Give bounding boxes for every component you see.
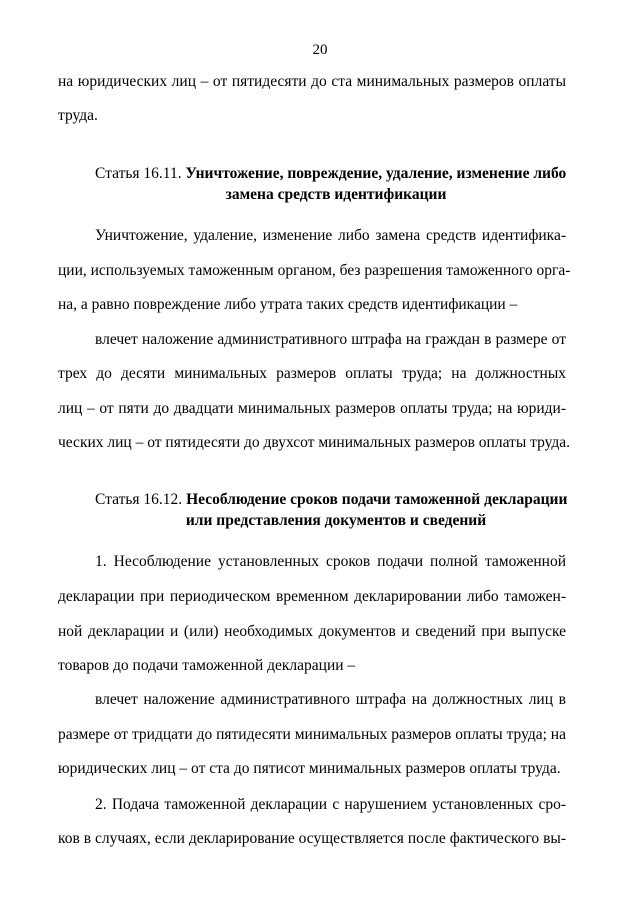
article-title: Несоблюдение сроков подачи таможенной декларации	[186, 491, 568, 508]
body-line: ции, используемых таможенным органом, без разрешения таможенного орга-	[58, 262, 571, 279]
article-title-continued: замена средств идентификации	[225, 186, 447, 203]
body-line: декларации при периодическом временном декларировании либо таможен-	[58, 588, 566, 605]
body-line: труда.	[58, 107, 98, 124]
body-line: Уничтожение, удаление, изменение либо замена средств идентифика-	[95, 227, 566, 244]
body-line: ков в случаях, если декларирование осуществляется после фактического вы-	[58, 830, 566, 847]
body-line: ческих лиц – от пятидесяти до двухсот минимальных размеров оплаты труда.	[58, 434, 571, 451]
body-line: лиц – от пяти до двадцати минимальных размеров оплаты труда; на юриди-	[58, 400, 566, 417]
article-title-continued: или представления документов и сведений	[185, 512, 487, 529]
article-label: Статья 16.11.	[95, 165, 182, 182]
body-line: ной декларации и (или) необходимых документов и сведений при выпуске	[58, 623, 566, 640]
article-title: Уничтожение, повреждение, удаление, изменение либо	[185, 165, 567, 182]
article-label: Статья 16.12.	[95, 491, 183, 508]
page-number: 20	[312, 42, 328, 58]
body-line: трех до десяти минимальных размеров оплаты труда; на должностных	[58, 365, 566, 382]
body-line: 1. Несоблюдение установленных сроков подачи полной таможенной	[95, 553, 566, 570]
body-line: влечет наложение административного штрафа на должностных лиц в	[95, 691, 566, 708]
article-heading	[95, 489, 575, 510]
article-heading	[95, 163, 575, 184]
body-line: на юридических лиц – от пятидесяти до ста минимальных размеров оплаты	[58, 73, 566, 90]
body-line: юридических лиц – от ста до пятисот минимальных размеров оплаты труда.	[58, 760, 561, 777]
body-line: размере от тридцати до пятидесяти минимальных размеров оплаты труда; на	[58, 726, 566, 743]
body-line: на, а равно повреждение либо утрата таких средств идентификации –	[58, 296, 518, 313]
body-line: влечет наложение административного штрафа на граждан в размере от	[95, 331, 566, 348]
body-line: товаров до подачи таможенной декларации –	[58, 657, 356, 674]
body-line: 2. Подача таможенной декларации с нарушением установленных сро-	[95, 796, 566, 813]
